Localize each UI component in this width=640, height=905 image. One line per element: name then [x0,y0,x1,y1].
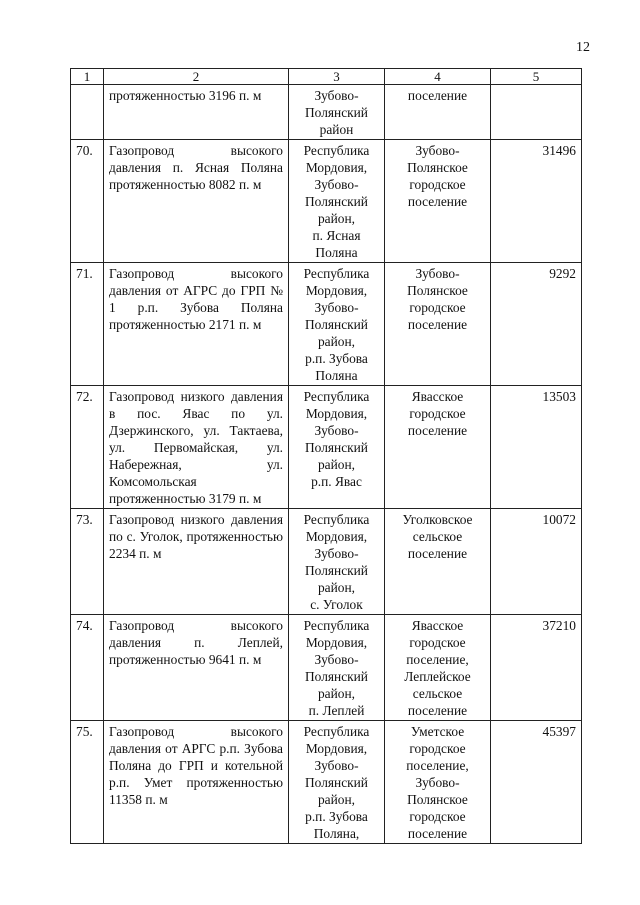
location-line: Поляна [315,245,358,260]
location-line: Мордовия, [305,741,368,756]
municipality-line: городское [409,635,466,650]
location-line: район, [317,334,355,349]
municipality-line: Уметское [410,724,465,739]
location-line: р.п. Явас [311,474,362,489]
column-number: 3 [289,69,385,85]
object-location [289,263,385,386]
municipality [385,615,491,721]
municipality [385,386,491,509]
municipality-line: поселение [407,317,468,332]
municipality-line: поселение [407,826,468,841]
object-value: 37210 [491,615,582,721]
object-description: Газопровод низкого давления в пос. Явас по ул. Дзержинского, ул. Тактаева, ул. Первомайская, ул. Набережная, ул. Комсомольская протяженностью 3179 п. м [104,386,289,509]
municipality-line: Леплейское [404,669,471,684]
table-row [71,85,582,140]
municipality-line: поселение [407,546,468,561]
municipality-line: сельское [412,686,463,701]
table-row [71,386,582,509]
municipality [385,721,491,844]
municipality [385,140,491,263]
object-description: протяженностью 3196 п. м [104,85,289,140]
location-line: Республика [303,512,370,527]
location-line: Зубово- [314,423,359,438]
municipality [385,263,491,386]
column-number-row [71,69,582,85]
row-number: 70. [71,140,104,263]
location-line: Полянский [305,775,368,790]
location-line: Мордовия, [305,406,368,421]
object-value: 10072 [491,509,582,615]
municipality-line: Явасское [411,618,464,633]
location-line: Поляна [315,368,358,383]
municipality-line: Полянское [407,283,468,298]
object-location [289,509,385,615]
municipality-line: Явасское [411,389,464,404]
location-line: Зубово- [314,88,359,103]
object-description: Газопровод высокого давления п. Ясная Поляна протяженностью 8082 п. м [104,140,289,263]
column-number: 4 [385,69,491,85]
location-line: Полянский [305,669,368,684]
table-row [71,263,582,386]
location-line: район, [317,580,355,595]
location-line: Полянский [305,105,368,120]
municipality-line: Полянское [407,792,468,807]
municipality [385,509,491,615]
location-line: район, [317,211,355,226]
object-description: Газопровод высокого давления от АРГС р.п. Зубова Поляна до ГРП и котельной р.п. Умет протяженностью 11358 п. м [104,721,289,844]
row-number: 71. [71,263,104,386]
municipality-line: Зубово- [415,775,460,790]
location-line: с. Уголок [310,597,363,612]
object-value: 13503 [491,386,582,509]
location-line: Зубово- [314,177,359,192]
location-line: Республика [303,143,370,158]
object-value [491,85,582,140]
page-number: 12 [576,40,590,55]
object-value: 31496 [491,140,582,263]
location-line: Зубово- [314,300,359,315]
location-line: Зубово- [314,546,359,561]
location-line: Полянский [305,440,368,455]
municipality-line: поселение, [406,652,469,667]
municipality [385,85,491,140]
column-number: 2 [104,69,289,85]
location-line: Мордовия, [305,283,368,298]
location-line: Поляна, [313,826,360,841]
municipality-line: городское [409,300,466,315]
location-line: Полянский [305,563,368,578]
location-line: район [319,122,354,137]
row-number: 75. [71,721,104,844]
registry-table-body [71,69,582,844]
table-row [71,721,582,844]
object-location [289,85,385,140]
object-location [289,721,385,844]
column-number: 1 [71,69,104,85]
municipality-line: городское [409,809,466,824]
table-row [71,615,582,721]
row-number: 73. [71,509,104,615]
location-line: Республика [303,724,370,739]
object-location [289,140,385,263]
registry-table [70,68,582,844]
table-row [71,140,582,263]
municipality-line: поселение [407,423,468,438]
municipality-line: Зубово- [415,266,460,281]
object-value: 9292 [491,263,582,386]
location-line: район, [317,686,355,701]
municipality-line: Полянское [407,160,468,175]
municipality-line: поселение [407,703,468,718]
row-number [71,85,104,140]
location-line: Мордовия, [305,529,368,544]
row-number: 72. [71,386,104,509]
table-row [71,509,582,615]
object-description: Газопровод высокого давления п. Леплей, протяженностью 9641 п. м [104,615,289,721]
location-line: Зубово- [314,758,359,773]
municipality-line: Зубово- [415,143,460,158]
location-line: п. Леплей [308,703,365,718]
location-line: Полянский [305,317,368,332]
row-number: 74. [71,615,104,721]
municipality-line: поселение [407,88,468,103]
municipality-line: Уголковское [402,512,473,527]
location-line: район, [317,792,355,807]
object-location [289,615,385,721]
location-line: п. Ясная [312,228,361,243]
object-location [289,386,385,509]
column-number: 5 [491,69,582,85]
location-line: Полянский [305,194,368,209]
location-line: Республика [303,266,370,281]
municipality-line: сельское [412,529,463,544]
object-description: Газопровод низкого давления по с. Уголок, протяженностью 2234 п. м [104,509,289,615]
location-line: Мордовия, [305,635,368,650]
municipality-line: городское [409,177,466,192]
municipality-line: поселение, [406,758,469,773]
location-line: Республика [303,618,370,633]
municipality-line: поселение [407,194,468,209]
object-value: 45397 [491,721,582,844]
location-line: Зубово- [314,652,359,667]
municipality-line: городское [409,406,466,421]
object-description: Газопровод высокого давления от АГРС до ГРП № 1 р.п. Зубова Поляна протяженностью 2171 п. м [104,263,289,386]
location-line: Республика [303,389,370,404]
location-line: Мордовия, [305,160,368,175]
location-line: район, [317,457,355,472]
location-line: р.п. Зубова [305,351,368,366]
municipality-line: городское [409,741,466,756]
location-line: р.п. Зубова [305,809,368,824]
